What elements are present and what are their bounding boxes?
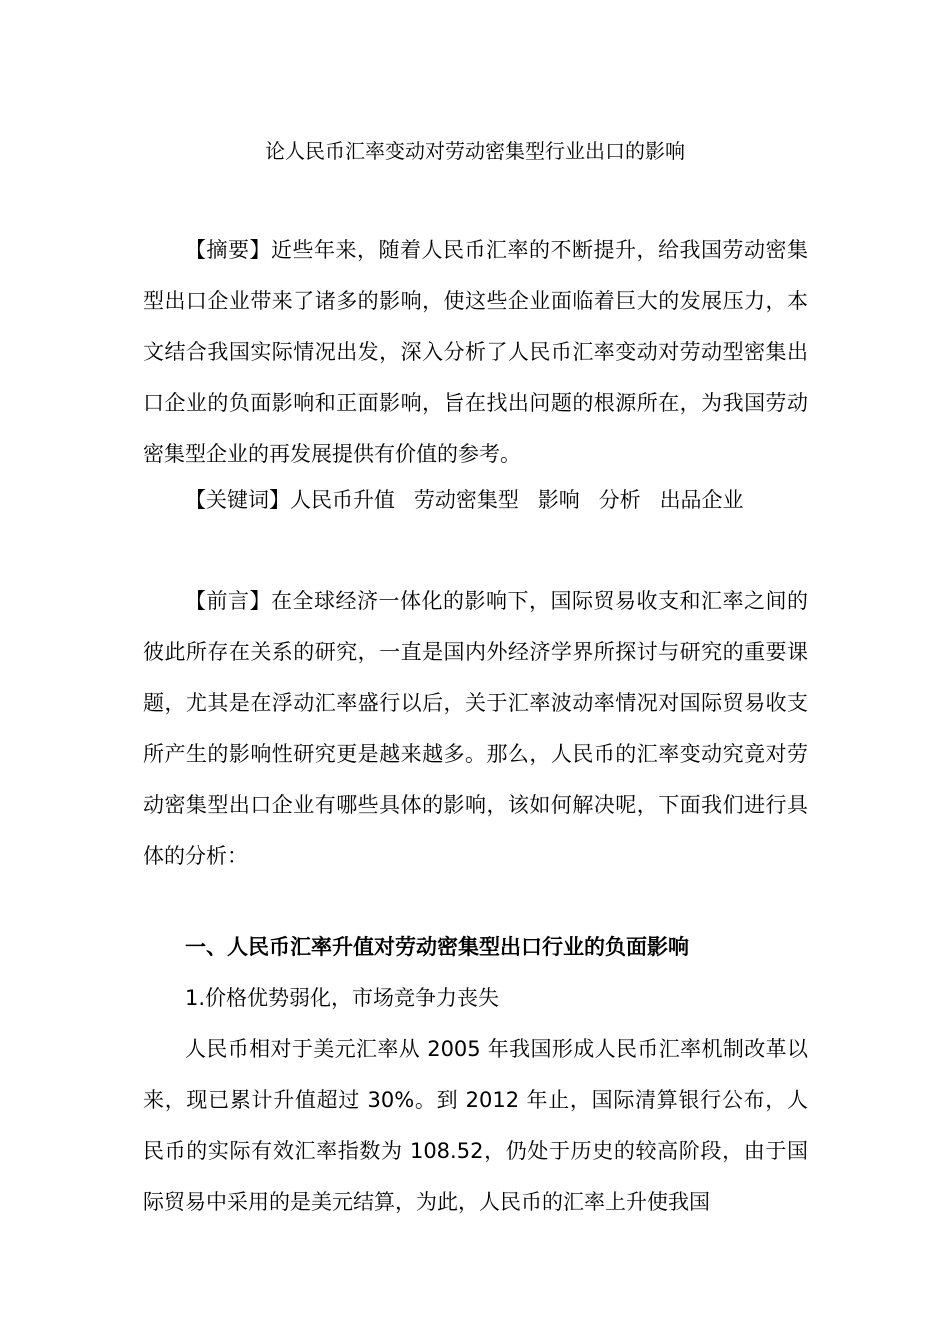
subsection-heading-section <box>143 973 808 1024</box>
preface-section <box>143 576 808 882</box>
abstract-section <box>143 225 808 480</box>
subsection-heading: 1.价格优势弱化，市场竞争力丧失 <box>185 986 500 1010</box>
abstract-text: 近些年来，随着人民币汇率的不断提升，给我国劳动密集型出口企业带来了诸多的影响，使这些企业面临着巨大的发展压力，本文结合我国实际情况出发，深入分析了人民币汇率变动对劳动型密集出口企业的负面影响和正面影响，旨在找出问题的根源所在，为我国劳动密集型企业的再发展提供有价值的参考。 <box>143 238 808 466</box>
body-paragraph: 人民币相对于美元汇率从 2005 年我国形成人民币汇率机制改革以来，现已累计升值超过 30%。到 2012 年止，国际清算银行公布，人民币的实际有效汇率指数为 108.52，仍处于历史的较高阶段，由于国际贸易中采用的是美元结算，为此，人民币的汇率上升使我国 <box>143 1037 808 1214</box>
keywords-paragraph <box>143 475 808 526</box>
keyword-item: 出品企业 <box>659 488 744 512</box>
preface-paragraph <box>143 576 808 882</box>
abstract-paragraph <box>143 225 808 480</box>
keyword-item: 影响 <box>537 488 580 512</box>
preface-label: 【前言】 <box>185 589 271 613</box>
body-text-section <box>143 1024 808 1228</box>
abstract-label: 【摘要】 <box>185 238 271 262</box>
document-title: 论人民币汇率变动对劳动密集型行业出口的影响 <box>265 139 685 163</box>
keyword-item: 劳动密集型 <box>413 488 519 512</box>
section-heading: 一、人民币汇率升值对劳动密集型出口行业的负面影响 <box>185 935 689 959</box>
keywords-label: 【关键词】 <box>185 488 290 512</box>
keywords-section <box>143 475 808 526</box>
keyword-item: 分析 <box>598 488 641 512</box>
preface-text: 在全球经济一体化的影响下，国际贸易收支和汇率之间的彼此所存在关系的研究，一直是国内外经济学界所探讨与研究的重要课题，尤其是在浮动汇率盛行以后，关于汇率波动率情况对国际贸易收支所产生的影响性研究更是越来越多。那么，人民币的汇率变动究竟对劳动密集型出口企业有哪些具体的影响，该如何解决呢，下面我们进行具体的分析： <box>143 589 808 868</box>
keyword-item: 人民币升值 <box>290 488 395 512</box>
